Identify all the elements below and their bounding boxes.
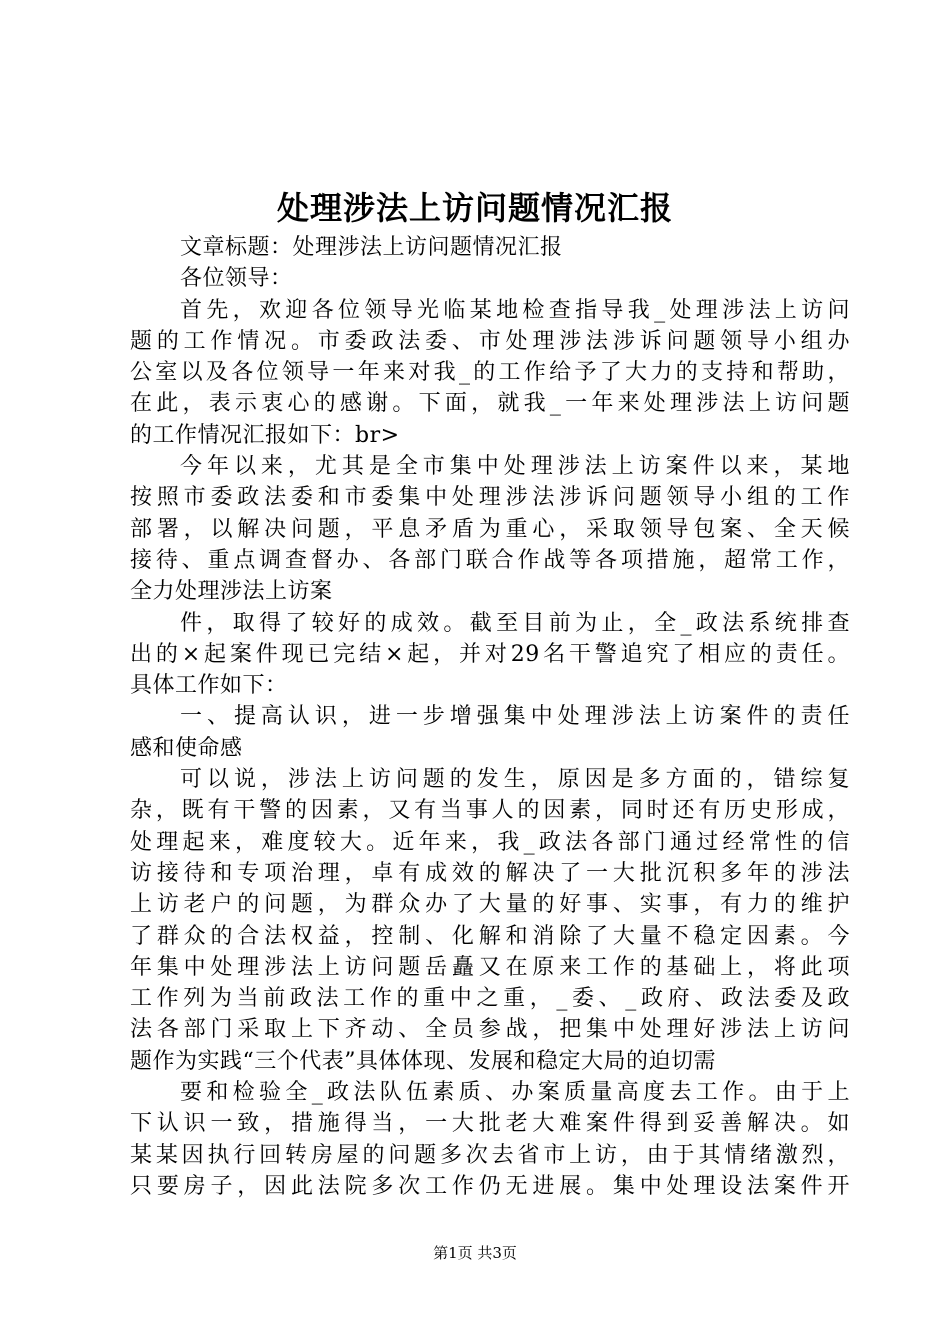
text-line: 题的工作情况。市委政法委、市处理涉法涉诉问题领导小组办	[130, 328, 850, 354]
text-line: 要和检验全_政法队伍素质、办案质量高度去工作。由于上	[180, 1080, 850, 1106]
text-line: 出的×起案件现已完结×起，并对29名干警追究了相应的责任。	[130, 641, 850, 667]
text-line: 可以说，涉法上访问题的发生，原因是多方面的，错综复	[180, 767, 850, 793]
text-line: 的工作情况汇报如下：br>	[130, 422, 400, 448]
text-line: 按照市委政法委和市委集中处理涉法涉诉问题领导小组的工作	[130, 485, 850, 511]
text-line: 上访老户的问题，为群众办了大量的好事、实事，有力的维护	[130, 892, 850, 918]
text-line: 部署，以解决问题，平息矛盾为重心，采取领导包案、全天候	[130, 516, 850, 542]
text-line: 一、提高认识，进一步增强集中处理涉法上访案件的责任	[180, 704, 850, 730]
text-line: 访接待和专项治理，卓有成效的解决了一大批沉积多年的涉法	[130, 860, 850, 886]
text-line: 杂，既有干警的因素，又有当事人的因素，同时还有历史形成，	[130, 798, 850, 824]
text-line: 处理起来，难度较大。近年来，我_政法各部门通过经常性的信	[130, 829, 850, 855]
text-line: 在此，表示衷心的感谢。下面，就我_一年来处理涉法上访问题	[130, 391, 850, 417]
document-body	[130, 232, 850, 1202]
text-line: 只要房子，因此法院多次工作仍无进展。集中处理设法案件开	[130, 1173, 850, 1199]
text-line: 文章标题：处理涉法上访问题情况汇报	[180, 235, 563, 260]
document-title: 处理涉法上访问题情况汇报	[276, 189, 673, 227]
text-line: 今年以来，尤其是全市集中处理涉法上访案件以来，某地	[180, 454, 850, 480]
text-line: 感和使命感	[130, 735, 243, 761]
text-line: 下认识一致，措施得当，一大批老大难案件得到妥善解决。如	[130, 1111, 850, 1137]
text-line: 接待、重点调查督办、各部门联合作战等各项措施，超常工作，	[130, 547, 850, 573]
text-line: 首先，欢迎各位领导光临某地检查指导我_处理涉法上访问	[180, 297, 850, 323]
text-line: 某某因执行回转房屋的问题多次去省市上访，由于其情绪激烈，	[130, 1142, 850, 1168]
text-line: 公室以及各位领导一年来对我_的工作给予了大力的支持和帮助，	[130, 360, 850, 386]
text-line: 年集中处理涉法上访问题岳矗又在原来工作的基础上，将此项	[130, 954, 850, 980]
text-line: 工作列为当前政法工作的重中之重，_委、_政府、政法委及政	[130, 986, 850, 1012]
text-line: 全力处理涉法上访案	[130, 579, 333, 605]
text-line: 件，取得了较好的成效。截至目前为止，全_政法系统排查	[180, 610, 850, 636]
text-line: 具体工作如下：	[130, 673, 288, 699]
text-line: 题作为实践“三个代表”具体体现、发展和稳定大局的迫切需	[130, 1048, 716, 1074]
page-number-footer: 第1页 共3页	[433, 1244, 517, 1262]
text-line: 法各部门采取上下齐动、全员参战，把集中处理好涉法上访问	[130, 1017, 850, 1043]
text-line: 各位领导：	[180, 266, 293, 292]
text-line: 了群众的合法权益，控制、化解和消除了大量不稳定因素。今	[130, 923, 850, 949]
